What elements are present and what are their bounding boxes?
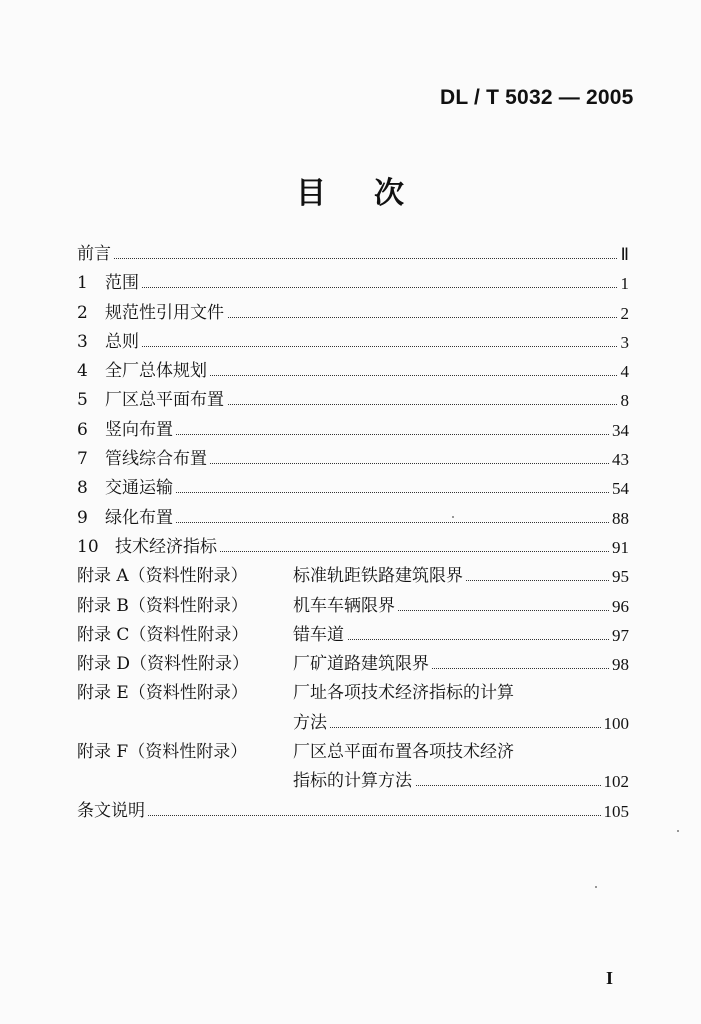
toc-entry-label: 前言 — [77, 244, 111, 264]
page-number: I — [606, 968, 614, 988]
appendix-prefix: 附录 C（资料性附录） — [77, 624, 249, 645]
toc-entry-page: 95 — [609, 562, 629, 591]
appendix-prefix: 附录 E（资料性附录） — [77, 683, 248, 704]
toc-entry-page: 96 — [609, 592, 629, 621]
toc-appendix-entry[interactable] — [77, 738, 629, 767]
toc-appendix-entry[interactable] — [77, 621, 629, 650]
toc-entry[interactable] — [77, 386, 629, 415]
toc-entry-page: 54 — [609, 474, 629, 503]
toc-entry-label: 规范性引用文件 — [105, 302, 224, 323]
toc-entry-number: 10 — [77, 536, 99, 557]
toc-entry-label: 全厂总体规划 — [105, 361, 207, 382]
toc-entry-label: 标准轨距铁路建筑限界 — [293, 566, 463, 587]
toc-entry-number: 2 — [77, 302, 88, 323]
toc-entry[interactable] — [77, 328, 629, 357]
toc-entry-label: 范围 — [105, 273, 139, 294]
toc-entry-label: 机车车辆限界 — [293, 595, 395, 616]
toc-entry-page: 34 — [609, 416, 629, 445]
appendix-prefix: 附录 D（资料性附录） — [77, 654, 250, 675]
toc-title-part1: 目 — [296, 176, 326, 211]
toc-appendix-entry[interactable] — [77, 650, 629, 679]
toc-entry-label: 技术经济指标 — [115, 536, 217, 557]
toc-appendix-continuation[interactable] — [77, 709, 629, 738]
table-of-contents — [77, 240, 629, 826]
toc-entry-page: Ⅱ — [618, 240, 629, 269]
toc-entry-number: 1 — [77, 273, 88, 294]
toc-entry-page: 100 — [601, 709, 630, 738]
toc-entry-number: 5 — [77, 390, 88, 411]
toc-entry-label: 指标的计算方法 — [293, 771, 412, 792]
toc-appendix-entry[interactable] — [77, 679, 629, 708]
toc-entry-number: 6 — [77, 419, 88, 440]
toc-entry-number: 3 — [77, 331, 88, 352]
appendix-prefix: 附录 B（资料性附录） — [77, 595, 248, 616]
toc-entry-page: 43 — [609, 445, 629, 474]
toc-entry-label: 管线综合布置 — [105, 449, 207, 470]
toc-entry-number: 9 — [77, 507, 88, 528]
toc-entry-page: 91 — [609, 533, 629, 562]
toc-entry-label: 方法 — [293, 712, 327, 733]
toc-entry[interactable] — [77, 240, 629, 269]
toc-entry[interactable] — [77, 533, 629, 562]
toc-entry-label: 错车道 — [293, 624, 344, 645]
appendix-prefix: 附录 F（资料性附录） — [77, 742, 248, 763]
toc-entry-label: 厂区总平面布置各项技术经济 — [293, 742, 514, 763]
toc-entry[interactable] — [77, 299, 629, 328]
toc-entry-label: 条文说明 — [77, 800, 145, 821]
scan-speck — [677, 830, 679, 832]
toc-entry-page: 88 — [609, 504, 629, 533]
toc-entry[interactable] — [77, 474, 629, 503]
toc-appendix-entry[interactable] — [77, 562, 629, 591]
toc-entry-number: 7 — [77, 449, 88, 470]
toc-entry-number: 8 — [77, 478, 88, 499]
toc-entry-number: 4 — [77, 361, 88, 382]
toc-entry[interactable] — [77, 416, 629, 445]
toc-entry-page: 8 — [618, 386, 630, 415]
toc-entry-label: 竖向布置 — [105, 419, 173, 440]
toc-entry[interactable] — [77, 504, 629, 533]
toc-entry-page: 98 — [609, 650, 629, 679]
toc-entry-label: 厂址各项技术经济指标的计算 — [293, 683, 514, 704]
toc-entry-page: 1 — [618, 269, 630, 298]
toc-entry-label: 绿化布置 — [105, 507, 173, 528]
toc-entry-page: 97 — [609, 621, 629, 650]
toc-title — [296, 168, 404, 212]
scan-speck — [595, 886, 597, 888]
toc-entry-label: 交通运输 — [105, 478, 173, 499]
toc-entry-label: 厂矿道路建筑限界 — [293, 654, 429, 675]
toc-entry-label: 总则 — [105, 331, 139, 352]
scan-speck — [452, 516, 454, 518]
appendix-prefix: 附录 A（资料性附录） — [77, 566, 248, 587]
toc-appendix-entry[interactable] — [77, 592, 629, 621]
toc-entry[interactable] — [77, 797, 629, 826]
document-code: DL / T 5032 — 2005 — [440, 86, 634, 109]
toc-entry-page: 105 — [601, 797, 630, 826]
toc-entry[interactable] — [77, 445, 629, 474]
toc-appendix-continuation[interactable] — [77, 767, 629, 796]
toc-entry[interactable] — [77, 357, 629, 386]
toc-entry-page: 4 — [618, 357, 630, 386]
toc-entry-page: 102 — [601, 767, 630, 796]
toc-entry-page: 2 — [618, 299, 630, 328]
toc-entry-page: 3 — [618, 328, 630, 357]
toc-entry[interactable] — [77, 269, 629, 298]
toc-title-part2: 次 — [374, 176, 404, 211]
toc-entry-label: 厂区总平面布置 — [105, 390, 224, 411]
